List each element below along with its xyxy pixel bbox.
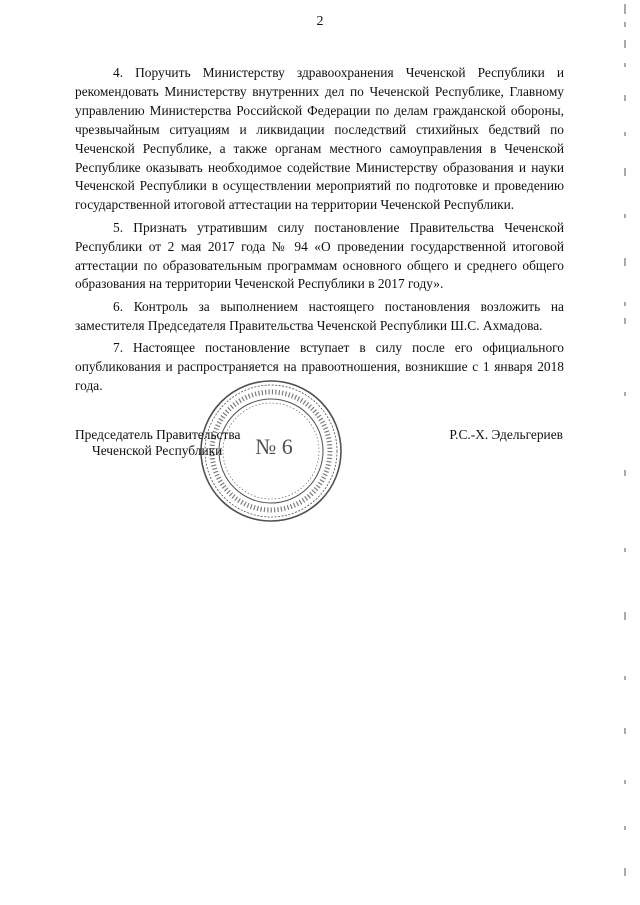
signatory-position xyxy=(75,427,240,459)
paragraph-5: 5. Признать утратившим силу постановление Правительства Чеченской Республики от 2 мая 2017 года № 94 «О проведении государственной итоговой аттестации по образовательным программам основного общего и среднего общего образования на территории Чеченской Республики в 2017 году». xyxy=(75,219,564,292)
paragraph-6: 6. Контроль за выполнением настоящего постановления возложить на заместителя Председателя Правительства Чеченской Республики Ш.С. Ахмадова. xyxy=(75,298,564,333)
stamp-number: № 6 xyxy=(255,434,293,459)
signatory-name: Р.С.-Х. Эдельгериев xyxy=(449,427,563,442)
paragraph-7: 7. Настоящее постановление вступает в силу после его официального опубликования и распространяется на правоотношения, возникшие с 1 января 2018 года. xyxy=(75,340,564,393)
paragraph-4: 4. Поручить Министерству здравоохранения Чеченской Республики и рекомендовать Министерству внутренних дел по Чеченской Республике, Главному управлению Министерства Российской Федерации по делам гражданской обороны, чрезвычайным ситуациям и ликвидации последствий стихийных бедствий по Чеченской Республике, а также органам местного самоуправления в Чеченской Республике оказывать необходимое содействие Министерству образования и науки Чеченской Республики в осуществлении мероприятий по подготовке и проведению государственной итоговой аттестации на территории Чеченской Республики. xyxy=(75,65,564,213)
signatory-position-line2: Чеченской Республики xyxy=(92,443,223,458)
document-body xyxy=(75,64,564,399)
page-number: 2 xyxy=(316,14,324,29)
scan-margin-marks xyxy=(618,0,632,905)
signatory-position-line1: Председатель Правительства xyxy=(75,427,241,442)
